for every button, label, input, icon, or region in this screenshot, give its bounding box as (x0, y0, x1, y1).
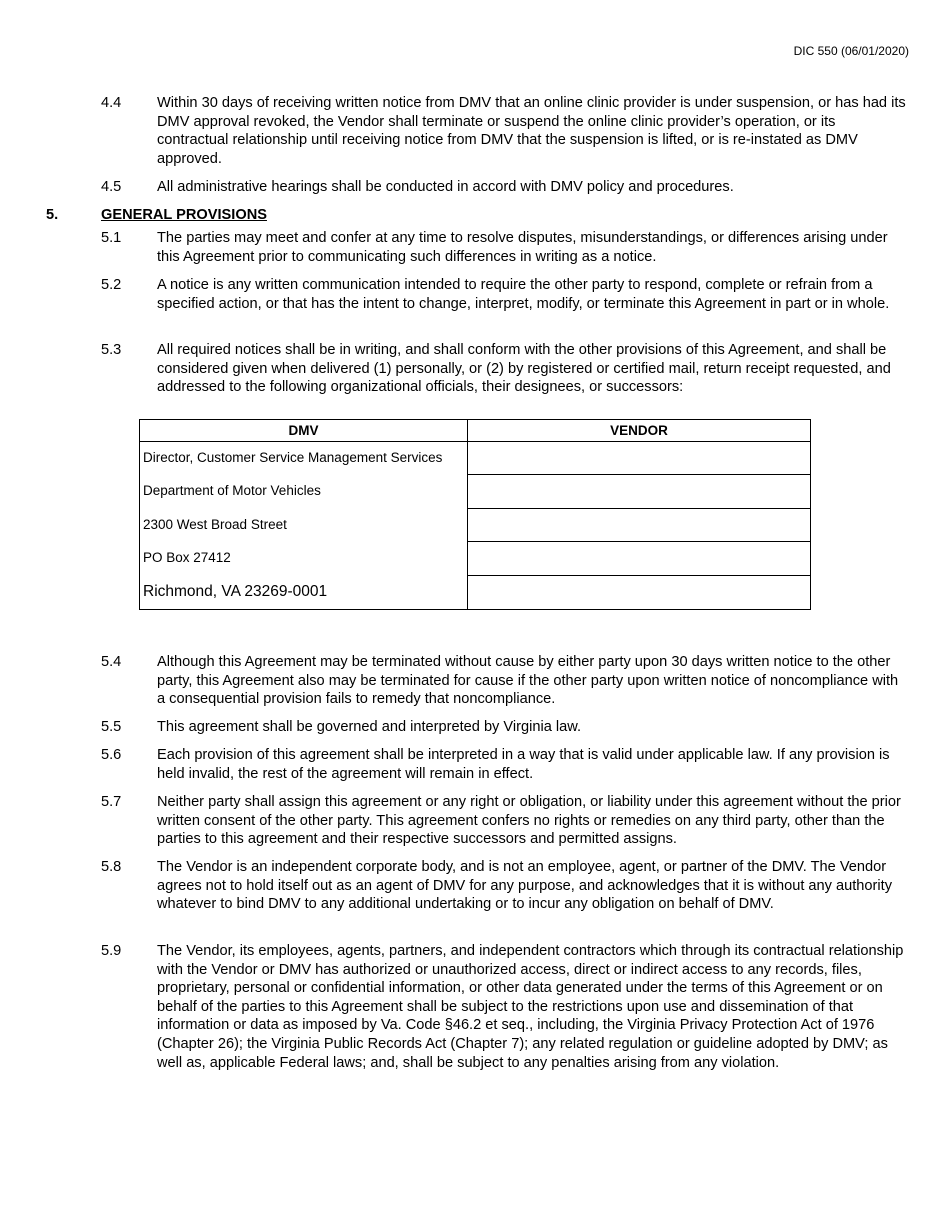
clause-4-5 (101, 178, 911, 197)
vendor-address-line[interactable] (468, 442, 810, 475)
vendor-address-line[interactable] (468, 576, 810, 608)
clause-5-4 (101, 653, 911, 709)
vendor-address-line[interactable] (468, 509, 810, 542)
section-title: GENERAL PROVISIONS (101, 207, 267, 223)
dmv-address-line: Director, Customer Service Management Services (143, 450, 443, 465)
clause-number: 5.9 (101, 943, 122, 959)
clause-4-4 (101, 94, 911, 168)
dmv-column-header: DMV (140, 420, 468, 442)
clause-number: 4.4 (101, 95, 122, 111)
clause-5-5 (101, 718, 911, 737)
dmv-address-line: Department of Motor Vehicles (143, 483, 321, 499)
clause-5-1 (101, 229, 911, 266)
clause-number: 5.5 (101, 719, 122, 735)
vendor-address-cell (468, 442, 811, 610)
vendor-address-line[interactable] (468, 475, 810, 508)
dmv-address-line: PO Box 27412 (143, 550, 231, 566)
dmv-address-line: Richmond, VA 23269-0001 (143, 582, 328, 600)
section-number: 5. (46, 207, 59, 223)
clause-text: The Vendor, its employees, agents, partners, and independent contractors which through its contractual relationship with the Vendor or DMV has authorized or unauthorized access, direct or indirect access to any records, files, proprietary, personal or confidential information, or other data generated under the terms of this Agreement or on behalf of the parties to this Agreement shall be subject to the restrictions upon use and dissemination of that information or data as imposed by Va. Code §46.2 et seq., including, the Virginia Privacy Protection Act of 1976 (Chapter 26); the Virginia Public Records Act (Chapter 7); any related regulation or guideline adopted by DMV; as well as, applicable Federal laws; and, shall be subject to any penalties arising from any violation. (157, 943, 904, 1071)
clause-text: Neither party shall assign this agreement or any right or obligation, or liability under this agreement without the prior written consent of the other party. This agreement confers no rights or remedies on any third party, other than the parties to this agreement and their respective successors and permitted assigns. (157, 794, 901, 848)
clause-number: 4.5 (101, 179, 122, 195)
vendor-address-line[interactable] (468, 542, 810, 575)
clause-text: Each provision of this agreement shall be interpreted in a way that is valid under applicable law. If any provision is held invalid, the rest of the agreement will remain in effect. (157, 747, 890, 782)
clause-number: 5.6 (101, 747, 122, 763)
clause-number: 5.7 (101, 794, 122, 810)
clause-5-3 (101, 341, 911, 397)
clause-5-8 (101, 858, 911, 914)
clause-text: Within 30 days of receiving written notice from DMV that an online clinic provider is under suspension, or has had its DMV approval revoked, the Vendor shall terminate or suspend the online clinic provider’s operation, or its contractual relationship until receiving notice from DMV that the suspension is lifted, or is re-instated as DMV approved. (157, 95, 906, 167)
clause-number: 5.1 (101, 230, 122, 246)
clause-5-2 (101, 276, 911, 313)
clause-5-9 (101, 942, 911, 1072)
clause-text: Although this Agreement may be terminated without cause by either party upon 30 days written notice to the other party, this Agreement also may be terminated for cause if the other party upon written notice of noncompliance with a consequential provision fails to remedy that noncompliance. (157, 654, 899, 708)
clause-5-6 (101, 746, 911, 783)
clause-text: All required notices shall be in writing, and shall conform with the other provisions of this Agreement, and shall be considered given when delivered (1) personally, or (2) by registered or certified mail, return receipt requested, and addressed to the following organizational officials, their designees, or successors: (157, 342, 891, 396)
vendor-column-header: VENDOR (468, 420, 811, 442)
clause-text: This agreement shall be governed and interpreted by Virginia law. (157, 719, 582, 735)
notice-address-table (139, 419, 811, 610)
clause-number: 5.8 (101, 859, 122, 875)
clause-number: 5.4 (101, 654, 122, 670)
dmv-address-line: 2300 West Broad Street (143, 516, 287, 532)
clause-number: 5.2 (101, 277, 122, 293)
clause-text: The Vendor is an independent corporate body, and is not an employee, agent, or partner of the DMV. The Vendor agrees not to hold itself out as an agent of DMV for any purpose, and acknowledges that it is without any authority whatever to bind DMV to any additional undertaking or to incur any obligation on behalf of DMV. (157, 859, 892, 913)
clause-text: All administrative hearings shall be conducted in accord with DMV policy and procedures. (157, 179, 734, 195)
clause-text: A notice is any written communication intended to require the other party to respond, complete or refrain from a specified action, or that has the intent to change, interpret, modify, or terminate this Agreement in part or in whole. (157, 277, 890, 312)
clause-text: The parties may meet and confer at any time to resolve disputes, misunderstandings, or differences arising under this Agreement prior to communicating such differences in writing as a notice. (157, 230, 888, 265)
dmv-address-cell (140, 442, 468, 610)
form-id: DIC 550 (06/01/2020) (793, 44, 909, 58)
clause-number: 5.3 (101, 342, 122, 358)
clause-5-7 (101, 793, 911, 849)
